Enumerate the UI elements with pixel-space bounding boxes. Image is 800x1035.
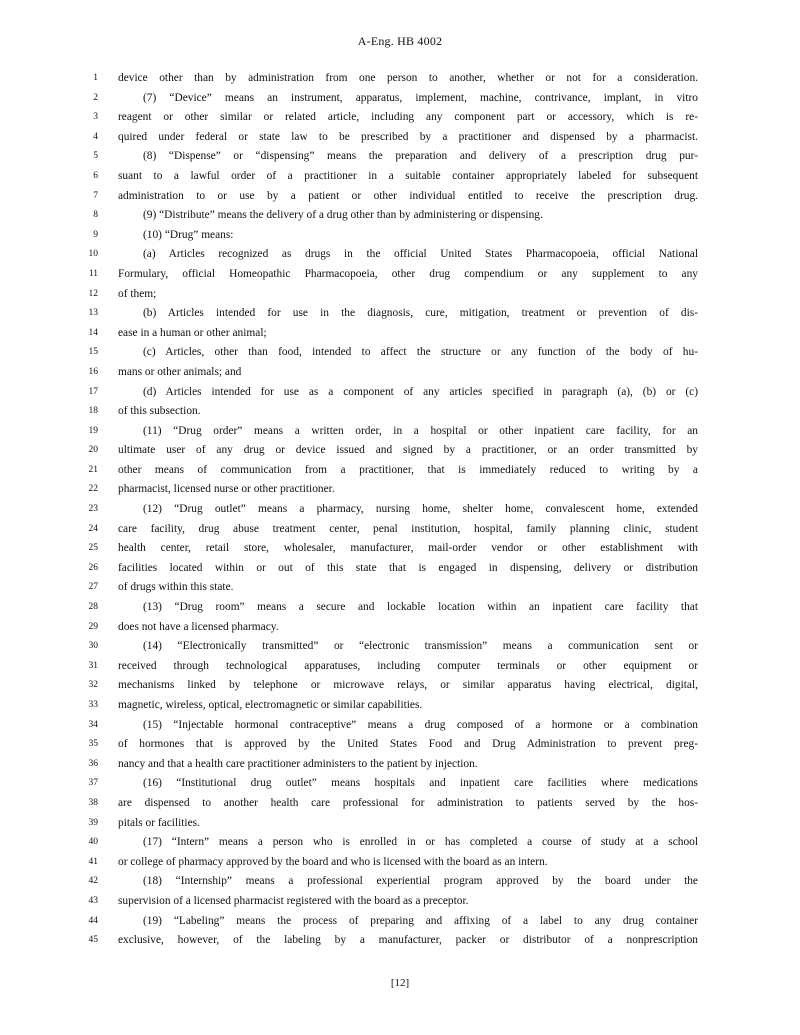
line-number: 39: [88, 817, 98, 828]
text-line: [0, 187, 800, 207]
line-number: 11: [88, 268, 98, 279]
text-line: [0, 853, 800, 873]
line-text: (14) “Electronically transmitted” or “electronic transmission” means a communication sent or: [143, 640, 698, 653]
line-text: (d) Articles intended for use as a component of any articles specified in paragraph (a), (b) or (c): [143, 385, 698, 398]
line-number: 42: [88, 876, 98, 887]
text-line: [0, 383, 800, 403]
text-line: [0, 441, 800, 461]
text-line: [0, 402, 800, 422]
line-number: 12: [88, 288, 98, 299]
line-number: 22: [88, 484, 98, 495]
line-text: (13) “Drug room” means a secure and lockable location within an inpatient care facility that: [143, 601, 698, 614]
line-text: (19) “Labeling” means the process of preparing and affixing of a label to any drug container: [143, 914, 698, 927]
text-line: [0, 89, 800, 109]
text-line: [0, 520, 800, 540]
bill-text-body: [0, 69, 800, 951]
line-text: (17) “Intern” means a person who is enrolled in or has completed a course of study at a school: [143, 836, 698, 849]
line-number: 4: [93, 131, 98, 142]
line-number: 7: [93, 190, 98, 201]
line-number: 2: [93, 92, 98, 103]
line-text: (18) “Internship” means a professional experiential program approved by the board under the: [143, 875, 698, 888]
line-text: nancy and that a health care practitioner administers to the patient by injection.: [118, 757, 478, 770]
line-text: (a) Articles recognized as drugs in the official United States Pharmacopoeia, official National: [143, 248, 698, 261]
text-line: [0, 461, 800, 481]
text-line: [0, 128, 800, 148]
line-number: 27: [88, 582, 98, 593]
line-number: 33: [88, 700, 98, 710]
line-number: 43: [88, 895, 98, 906]
text-line: [0, 814, 800, 834]
text-line: [0, 794, 800, 814]
text-line: [0, 304, 800, 324]
line-number: 16: [88, 366, 98, 377]
line-text: pitals or facilities.: [118, 816, 200, 829]
line-number: 41: [88, 856, 98, 867]
line-text: supervision of a licensed pharmacist registered with the board as a preceptor.: [118, 894, 469, 907]
text-line: [0, 206, 800, 226]
text-line: [0, 598, 800, 618]
text-line: [0, 500, 800, 520]
line-text: (16) “Institutional drug outlet” means hospitals and inpatient care facilities where medications: [143, 777, 698, 790]
text-line: [0, 618, 800, 638]
line-number: 14: [88, 327, 98, 338]
line-text: administration to or use by a patient or other individual entitled to receive the prescription drug.: [118, 189, 698, 202]
text-line: [0, 931, 800, 951]
text-line: [0, 735, 800, 755]
line-number: 6: [93, 170, 98, 181]
line-number: 15: [88, 347, 98, 358]
line-text: ultimate user of any drug or device issued and signed by a practitioner, or an order transmitted by: [118, 444, 698, 457]
text-line: [0, 480, 800, 500]
text-line: [0, 872, 800, 892]
line-text: (8) “Dispense” or “dispensing” means the preparation and delivery of a prescription drug pur-: [143, 150, 698, 163]
line-number: 34: [88, 719, 98, 730]
text-line: [0, 833, 800, 853]
line-text: quired under federal or state law to be prescribed by a practitioner and dispensed by a pharmacist.: [118, 130, 698, 143]
line-text: (15) “Injectable hormonal contraceptive” means a drug composed of a hormone or a combination: [143, 718, 698, 731]
line-text: of this subsection.: [118, 405, 201, 418]
line-number: 18: [88, 406, 98, 417]
line-text: (12) “Drug outlet” means a pharmacy, nursing home, shelter home, convalescent home, extended: [143, 503, 698, 516]
text-line: [0, 167, 800, 187]
line-text: device other than by administration from one person to another, whether or not for a consideration.: [118, 72, 698, 84]
line-text: mechanisms linked by telephone or microwave relays, or similar apparatus having electrical, digital,: [118, 679, 698, 692]
line-number: 32: [88, 680, 98, 691]
line-text: (11) “Drug order” means a written order, in a hospital or other inpatient care facility, for an: [143, 424, 698, 437]
line-text: (9) “Distribute” means the delivery of a drug other than by administering or dispensing.: [143, 209, 543, 222]
text-line: [0, 657, 800, 677]
line-text: of hormones that is approved by the United States Food and Drug Administration to prevent preg-: [118, 738, 698, 751]
line-number: 17: [88, 386, 98, 397]
text-line: [0, 539, 800, 559]
line-text: magnetic, wireless, optical, electromagnetic or similar capabilities.: [118, 699, 423, 711]
text-line: [0, 637, 800, 657]
line-text: care facility, drug abuse treatment center, penal institution, hospital, family planning clinic, student: [118, 522, 698, 535]
line-text: does not have a licensed pharmacy.: [118, 620, 279, 633]
text-line: [0, 265, 800, 285]
line-number: 25: [88, 543, 98, 554]
line-text: Formulary, official Homeopathic Pharmacopoeia, other drug compendium or any supplement to any: [118, 267, 698, 280]
line-text: are dispensed to another health care professional for administration to patients served by the hos-: [118, 796, 698, 809]
line-number: 23: [88, 504, 98, 515]
text-line: [0, 285, 800, 305]
line-number: 3: [93, 112, 98, 123]
line-text: other means of communication from a practitioner, that is immediately reduced to writing by a: [118, 463, 698, 476]
line-text: (10) “Drug” means:: [143, 228, 234, 241]
text-line: [0, 912, 800, 932]
line-text: or college of pharmacy approved by the board and who is licensed with the board as an intern.: [118, 855, 548, 868]
line-number: 20: [88, 445, 98, 456]
line-text: ease in a human or other animal;: [118, 326, 267, 339]
line-number: 44: [88, 915, 98, 926]
line-number: 37: [88, 778, 98, 789]
text-line: [0, 343, 800, 363]
line-number: 24: [88, 523, 98, 534]
line-text: of them;: [118, 287, 157, 300]
line-number: 19: [88, 425, 98, 436]
line-number: 29: [88, 621, 98, 632]
line-number: 5: [93, 151, 98, 162]
line-number: 30: [88, 641, 98, 652]
line-number: 28: [88, 602, 98, 613]
line-text: health center, retail store, wholesaler, manufacturer, mail-order vendor or other establishment with: [118, 542, 698, 555]
line-number: 38: [88, 797, 98, 808]
line-number: 26: [88, 562, 98, 573]
line-text: (7) “Device” means an instrument, apparatus, implement, machine, contrivance, implant, in vitro: [143, 91, 698, 104]
text-line: [0, 147, 800, 167]
line-number: 21: [88, 464, 98, 475]
text-line: [0, 892, 800, 912]
text-line: [0, 245, 800, 265]
page-header: A-Eng. HB 4002: [357, 34, 443, 48]
line-text: suant to a lawful order of a practitioner in a suitable container appropriately labeled for subsequent: [118, 169, 698, 182]
text-line: [0, 578, 800, 598]
text-line: [0, 226, 800, 246]
line-number: 10: [88, 249, 98, 260]
line-number: 13: [88, 308, 98, 319]
line-number: 31: [88, 660, 98, 671]
line-text: (b) Articles intended for use in the diagnosis, cure, mitigation, treatment or prevention of dis-: [143, 307, 698, 320]
line-text: facilities located within or out of this state that is engaged in dispensing, delivery or distribution: [118, 561, 698, 574]
line-number: 8: [93, 210, 98, 221]
line-number: 36: [88, 758, 98, 769]
text-line: [0, 363, 800, 383]
page-number: [12]: [390, 977, 410, 989]
text-line: [0, 108, 800, 128]
text-line: [0, 69, 800, 89]
line-number: 35: [88, 739, 98, 750]
line-text: received through technological apparatuses, including computer terminals or other equipment or: [118, 659, 698, 672]
text-line: [0, 755, 800, 775]
line-number: 1: [93, 73, 98, 83]
line-text: reagent or other similar or related article, including any component part or accessory, which is re-: [118, 111, 698, 124]
text-line: [0, 716, 800, 736]
text-line: [0, 696, 800, 716]
line-text: pharmacist, licensed nurse or other practitioner.: [118, 483, 335, 496]
line-number: 40: [88, 837, 98, 848]
line-text: (c) Articles, other than food, intended to affect the structure or any function of the body of hu-: [143, 346, 698, 359]
line-number: 45: [88, 935, 98, 946]
line-text: exclusive, however, of the labeling by a manufacturer, packer or distributor of a nonprescription: [118, 934, 698, 947]
text-line: [0, 676, 800, 696]
line-text: mans or other animals; and: [118, 365, 242, 378]
text-line: [0, 774, 800, 794]
text-line: [0, 324, 800, 344]
text-line: [0, 559, 800, 579]
text-line: [0, 422, 800, 442]
line-text: of drugs within this state.: [118, 581, 234, 594]
line-number: 9: [93, 229, 98, 240]
